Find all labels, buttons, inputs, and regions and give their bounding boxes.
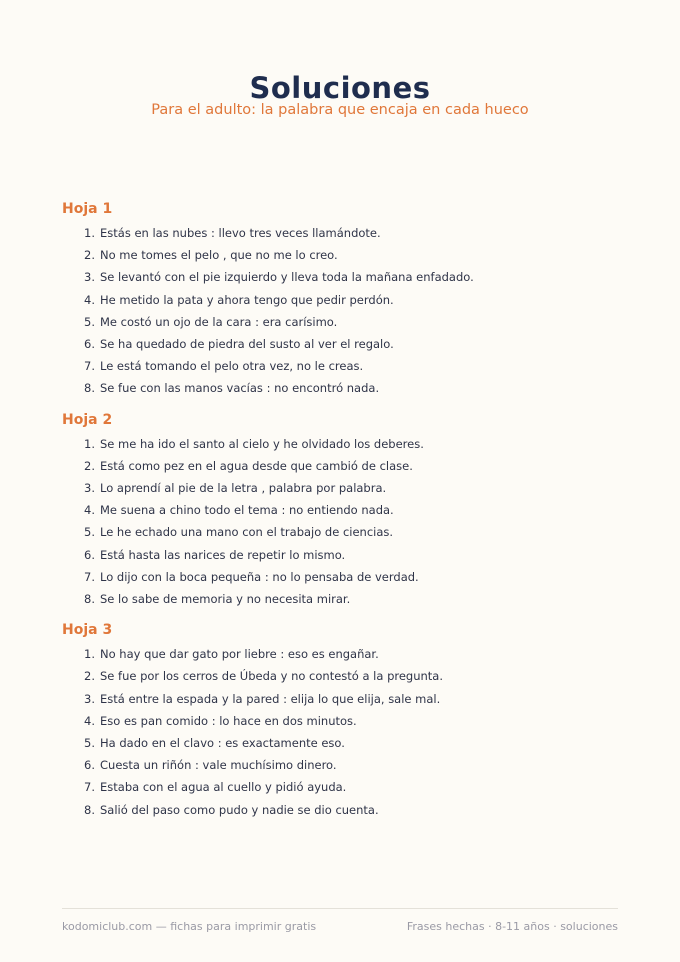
section-heading: Hoja 3 bbox=[62, 622, 113, 639]
list-item bbox=[62, 566, 622, 588]
item-number: 7. bbox=[84, 359, 95, 374]
list-item bbox=[62, 499, 622, 521]
list-item bbox=[62, 521, 622, 543]
item-text: Se ha quedado de piedra del susto al ver el regalo. bbox=[100, 337, 394, 352]
item-number: 6. bbox=[84, 758, 95, 773]
list-item bbox=[62, 643, 622, 665]
list-item bbox=[62, 544, 622, 566]
list-item bbox=[62, 588, 622, 610]
list-item bbox=[62, 688, 622, 710]
section-heading: Hoja 2 bbox=[62, 411, 113, 428]
item-text: Está entre la espada y la pared : elija lo que elija, sale mal. bbox=[100, 691, 441, 706]
answer-sections bbox=[62, 200, 622, 832]
item-number: 5. bbox=[84, 736, 95, 751]
item-text: Se lo sabe de memoria y no necesita mirar. bbox=[100, 592, 351, 607]
item-text: Cuesta un riñón : vale muchísimo dinero. bbox=[100, 758, 337, 773]
item-text: Le he echado una mano con el trabajo de ciencias. bbox=[100, 525, 394, 540]
item-text: Se fue por los cerros de Úbeda y no contestó a la pregunta. bbox=[100, 669, 444, 684]
item-text: Me costó un ojo de la cara : era carísimo. bbox=[100, 314, 338, 329]
list-item bbox=[62, 477, 622, 499]
list-item bbox=[62, 333, 622, 355]
item-number: 1. bbox=[84, 647, 95, 662]
item-text: Estaba con el agua al cuello y pidió ayuda. bbox=[100, 780, 347, 795]
item-text: Me suena a chino todo el tema : no entiendo nada. bbox=[100, 503, 394, 518]
item-text: Lo aprendí al pie de la letra , palabra por palabra. bbox=[100, 481, 387, 496]
item-number: 7. bbox=[84, 569, 95, 584]
item-number: 8. bbox=[84, 381, 95, 396]
list-item bbox=[62, 433, 622, 455]
item-number: 1. bbox=[84, 436, 95, 451]
item-number: 8. bbox=[84, 592, 95, 607]
item-text: Se levantó con el pie izquierdo y lleva toda la mañana enfadado. bbox=[100, 270, 474, 285]
item-text: No me tomes el pelo , que no me lo creo. bbox=[100, 248, 338, 263]
item-number: 4. bbox=[84, 503, 95, 518]
list-item bbox=[62, 710, 622, 732]
item-number: 6. bbox=[84, 337, 95, 352]
item-number: 3. bbox=[84, 691, 95, 706]
item-text: He metido la pata y ahora tengo que pedir perdón. bbox=[100, 292, 394, 307]
item-text: Se me ha ido el santo al cielo y he olvidado los deberes. bbox=[100, 436, 424, 451]
answer-list bbox=[62, 222, 622, 400]
footer-divider bbox=[62, 908, 618, 909]
list-item bbox=[62, 355, 622, 377]
item-text: Lo dijo con la boca pequeña : no lo pensaba de verdad. bbox=[100, 569, 419, 584]
item-number: 4. bbox=[84, 713, 95, 728]
item-number: 1. bbox=[84, 226, 95, 240]
section-hoja-3 bbox=[62, 621, 622, 821]
list-item bbox=[62, 754, 622, 776]
item-text: Le está tomando el pelo otra vez, no le creas. bbox=[100, 359, 364, 374]
list-item bbox=[62, 266, 622, 288]
list-item bbox=[62, 455, 622, 477]
item-text: Estás en las nubes : llevo tres veces llamándote. bbox=[100, 226, 381, 240]
section-hoja-2 bbox=[62, 411, 622, 611]
item-number: 2. bbox=[84, 669, 95, 684]
item-number: 7. bbox=[84, 780, 95, 795]
list-item bbox=[62, 776, 622, 798]
list-item bbox=[62, 377, 622, 399]
answer-list bbox=[62, 643, 622, 821]
list-item bbox=[62, 311, 622, 333]
list-item bbox=[62, 665, 622, 687]
item-text: Está como pez en el agua desde que cambió de clase. bbox=[100, 458, 413, 473]
item-number: 5. bbox=[84, 525, 95, 540]
item-number: 5. bbox=[84, 314, 95, 329]
footer-info-text: Frases hechas · 8-11 años · soluciones bbox=[406, 920, 618, 933]
item-text: Ha dado en el clavo : es exactamente eso. bbox=[100, 736, 345, 751]
section-heading: Hoja 1 bbox=[62, 201, 113, 217]
item-number: 2. bbox=[84, 458, 95, 473]
item-number: 3. bbox=[84, 270, 95, 285]
item-number: 8. bbox=[84, 802, 95, 817]
item-text: No hay que dar gato por liebre : eso es engañar. bbox=[100, 647, 379, 662]
list-item bbox=[62, 289, 622, 311]
list-item bbox=[62, 732, 622, 754]
item-number: 2. bbox=[84, 248, 95, 263]
item-number: 4. bbox=[84, 292, 95, 307]
item-number: 3. bbox=[84, 481, 95, 496]
section-hoja-1 bbox=[62, 200, 622, 400]
item-text: Eso es pan comido : lo hace en dos minutos. bbox=[100, 713, 357, 728]
item-text: Está hasta las narices de repetir lo mismo. bbox=[100, 547, 346, 562]
page-subtitle: Para el adulto: la palabra que encaja en cada hueco bbox=[151, 102, 529, 118]
footer-site-text: kodomiclub.com — fichas para imprimir gratis bbox=[62, 920, 317, 933]
list-item bbox=[62, 799, 622, 821]
item-text: Salió del paso como pudo y nadie se dio cuenta. bbox=[100, 802, 379, 817]
list-item bbox=[62, 244, 622, 266]
list-item bbox=[62, 222, 622, 244]
page-title: Soluciones bbox=[249, 71, 431, 106]
item-number: 6. bbox=[84, 547, 95, 562]
item-text: Se fue con las manos vacías : no encontró nada. bbox=[100, 381, 380, 396]
answer-list bbox=[62, 433, 622, 611]
